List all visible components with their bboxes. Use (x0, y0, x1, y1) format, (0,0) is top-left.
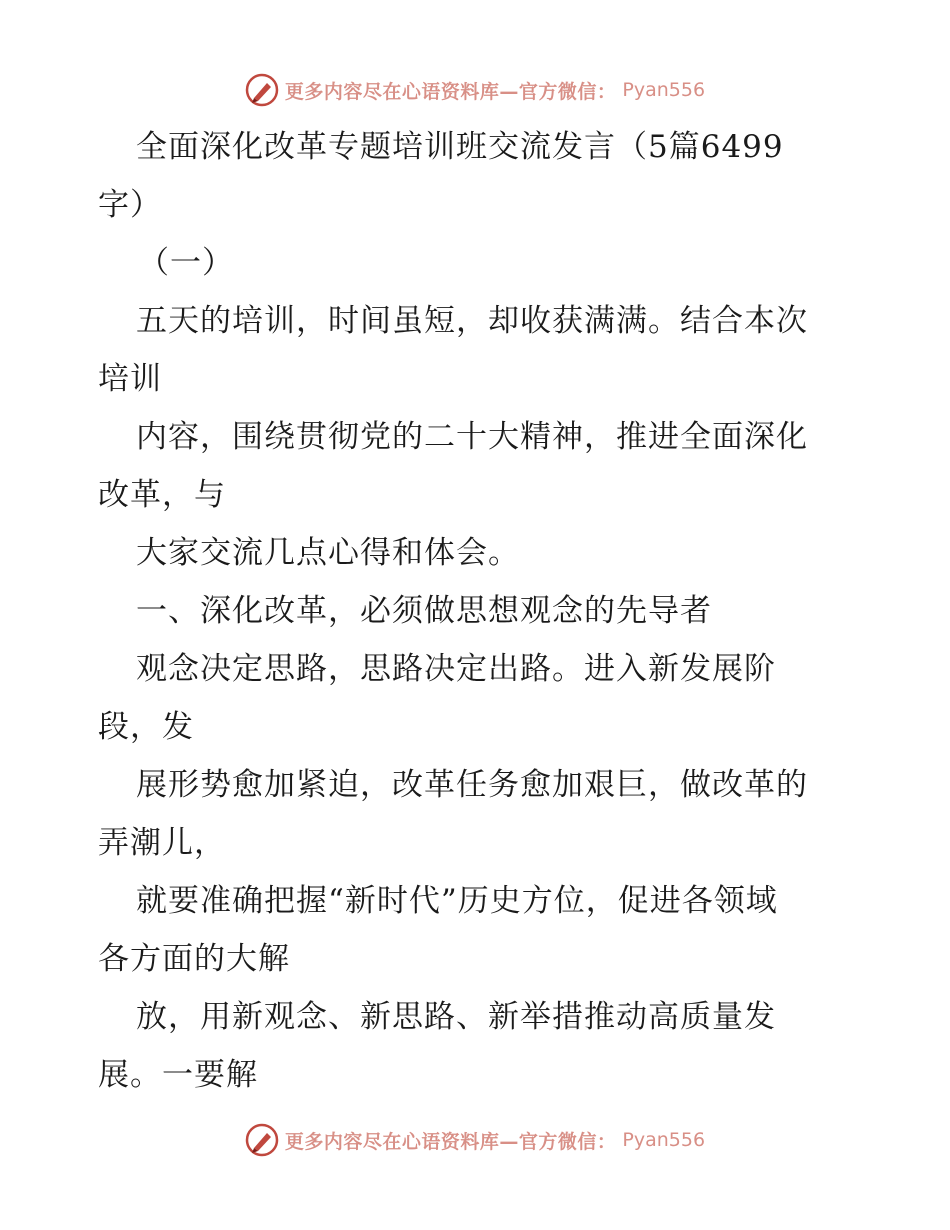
body-line: 大家交流几点心得和体会。 (136, 535, 520, 571)
watermark-banner-bottom (0, 1120, 950, 1160)
watermark-text: 更多内容尽在心语资料库—官方微信： (284, 1130, 617, 1153)
body-line: 培训 (98, 361, 162, 397)
watermark-text: 更多内容尽在心语资料库—官方微信： (284, 80, 617, 103)
watermark-contact: Pyan556 (622, 79, 706, 101)
heading-line: 一、深化改革，必须做思想观念的先导者 (136, 593, 712, 629)
body-line: 就要准确把握“新时代”历史方位，促进各领域 (136, 883, 778, 919)
pen-logo-icon (245, 73, 279, 107)
title-line-1: 全面深化改革专题培训班交流发言（5篇6499 (136, 129, 784, 165)
body-line: 弄潮儿， (98, 825, 226, 861)
body-line: 段，发 (98, 709, 194, 745)
title-line-2: 字） (98, 187, 162, 223)
watermark-contact: Pyan556 (622, 1129, 706, 1151)
body-line: 五天的培训，时间虽短，却收获满满。结合本次 (136, 303, 808, 339)
body-line: 观念决定思路，思路决定出路。进入新发展阶 (136, 651, 776, 687)
document-body (98, 118, 858, 1104)
body-line: 放，用新观念、新思路、新举措推动高质量发 (136, 999, 776, 1035)
body-line: 内容，围绕贯彻党的二十大精神，推进全面深化 (136, 419, 808, 455)
body-line: 改革，与 (98, 477, 226, 513)
body-line: 展。一要解 (98, 1057, 258, 1093)
pen-logo-icon (245, 1123, 279, 1157)
section-number: （一） (138, 245, 234, 281)
watermark-banner-top (0, 70, 950, 110)
body-line: 各方面的大解 (98, 941, 290, 977)
body-line: 展形势愈加紧迫，改革任务愈加艰巨，做改革的 (136, 767, 808, 803)
